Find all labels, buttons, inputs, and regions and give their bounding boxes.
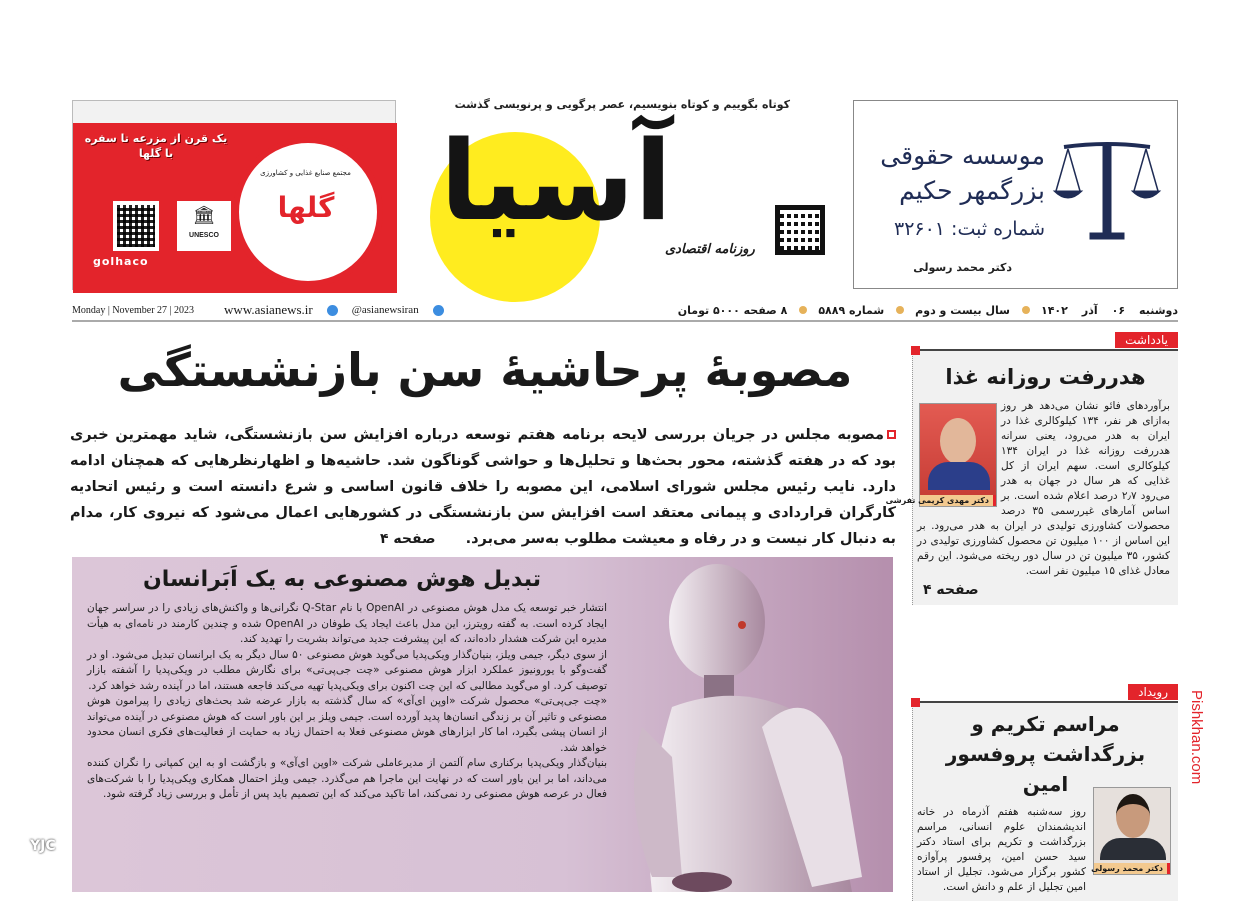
pishkhan-watermark: Pishkhan.com [1188,690,1205,785]
red-marker-icon [911,346,920,355]
main-headline: مصوبهٔ پرحاشیهٔ سن بازنشستگی [117,343,853,397]
ad-website: golhaco [93,255,149,268]
lead-paragraph [70,422,896,552]
ad-registration: شماره ثبت: ۳۲۶۰۱ [893,218,1045,240]
instagram-icon [433,305,444,316]
event-tag: رویداد [1128,684,1178,700]
qr-code-icon [113,201,159,251]
golha-advertisement [72,100,396,290]
feature-paragraph: از سوی دیگر، جیمی ویلز، بنیان‌گذار ویکی‌پدیا می‌گوید هوش مصنوعی ۵۰ سال دیگر به یک ابرانسان تبدیل می‌شود. او در گفت‌وگو با یورونیوز عملکرد ابزار هوش مصنوعی «چت جی‌پی‌تی» برای نگارش مطلب در ویکی‌پدیا را آشفته بازار توصیف کرد. او می‌گوید مطالبی که این چت اکنون برای ویکی‌پدیا تهیه می‌کند فاجعه هستند، اما در آینده رشد خواهد کرد. [87,648,607,692]
note-title: هدررفت روزانه غذا [945,365,1146,389]
square-bullet-icon [887,430,896,439]
feature-title: تبدیل هوش مصنوعی به یک اَبَرانسان [142,567,541,592]
event-body: روز سه‌شنبه هفتم آذرماه در خانه اندیشمندان علوم انسانی، مراسم بزرگداشت و تکریم برای استاد دکتر سید حسن امین، پرفسور پرآوازه کشور برگزار می‌شود. تجلیل از استاد امین تجلیل از علم و دانش است. [917,806,1086,893]
bullet-icon [799,306,807,314]
lead-text: مصوبه مجلس در جریان بررسی لایحه برنامه هفتم توسعه درباره افزایش سن بازنشستگی، شاید مهمترین خبری بود که در هفته گذشته، محور بحث‌ها و تحلیل‌ها و حواشی گوناگون شد. حاشیه‌ها و اظهارنظرهایی که همچنان ادامه دارد. نایب رئیس مجلس شورای اسلامی، این مصوبه را خلاف قانون اساسی و شرع دانسته است و رئیس اتحادیه کارگران قراردادی و پیمانی معتقد است افزایش سن بازنشستگی در کشورهایی اعمال می‌شود که نیروی کار، مدام به دنبال کار نیست و در رفاه و معیشت مطلوب به‌سر می‌برد. [70,427,896,547]
ad-slogan: یک قرن از مزرعه تا سفره با گلها [84,132,228,160]
bullet-icon [896,306,904,314]
website-link[interactable]: www.asianews.ir [224,302,313,317]
author-caption: دکتر مهدی کریمی تفرشی [920,495,996,506]
red-marker-icon [911,698,920,707]
issue-info-strip [72,300,1178,322]
note-tag: یادداشت [1115,332,1178,348]
pages-price: ۸ صفحه ۵۰۰۰ تومان [677,303,788,317]
month: آذر [1081,303,1098,317]
feature-paragraph: بنیان‌گذار ویکی‌پدیا برکناری سام آلتمن از مدیرعاملی شرکت «اوپن ای‌آی» و بازگشت او به این کمپانی را نگران کننده می‌داند، اما بر این باور است که در نهایت این ماجرا هم می‌گذرد. جیمی ویلز احتمال همکاری ویکی‌پدیا را با شرکت‌های فعال در عرصه هوش مصنوعی رد نمی‌کند، اما تاکید می‌کند که این تصمیم باید پس از تأمل و بررسی زیاد گرفته شود. [87,757,607,800]
person-photo [1093,787,1171,875]
volume: سال بیست و دوم [915,303,1010,317]
note-page-reference: صفحه ۴ [923,582,979,598]
unesco-label: UNESCO [189,232,219,239]
feature-paragraph: انتشار خبر توسعه یک مدل هوش مصنوعی در OpenAI با نام Q-Star نگرانی‌ها و واکنش‌های زیادی را در سراسر جهان ایجاد کرده است. به گفته رویترز، این مدل باعث ایجاد یک طوفان در OpenAI شده و چندین کارمند در نامه‌ای به هیأت مدیره این شرکت هشدار داده‌اند، که این پیشرفت جدید می‌تواند بشریت را تهدید کند. [87,602,607,645]
feature-body [87,601,607,803]
author-photo [885,403,997,507]
event-title: مراسم تکریم و بزرگداشت پروفسور امین [945,712,1146,796]
ad-line-2: بزرگمهر حکیم [899,176,1045,205]
bullet-icon [1022,306,1030,314]
year: ۱۴۰۲ [1041,303,1068,317]
law-firm-advertisement [853,100,1178,289]
day: ۰۶ [1111,303,1126,317]
weekday: دوشنبه [1139,303,1178,317]
qr-code-icon [775,205,825,255]
masthead-tagline: کوتاه بگوییم و کوتاه بنویسیم، عصر پرگویی و پرنویسی گذشت [454,98,790,111]
telegram-icon [327,305,338,316]
person-caption: دکتر محمد رسولی [1094,863,1170,874]
note-text: برآوردهای فائو نشان می‌دهد هر روز به‌ازای هر نفر، ۱۳۴ کیلوکالری غذا در ایران به هدر می‌رود، یعنی سرانه هدررفت روزانه غذا در ایران ۱۳۴ کیلوکالری است. سهم ایران از کل غذایی که هر سال در جهان به هدر می‌رود ۲٫۷ درصد اعلام شده است. بر اساس آمارهای غیررسمی ۳۵ درصد محصولات کشاورزی تولیدی در ایران به هدر می‌رود. بر این اساس از ۱۰۰ میلیون تن محصول کشاورزی تولیدی در کشور، ۳۵ میلیون تن در سال دور ریخته می‌شود. این رقم معادل غذای ۱۵ میلیون نفر است. [917,400,1171,577]
issue-number: شماره ۵۸۸۹ [818,303,885,317]
thinking-robot-image [612,557,893,892]
feature-paragraph: «چت جی‌پی‌تی» محصول شرکت «اوپن ای‌آی» که سال گذشته به بازار عرضه شد بحث‌های زیادی را پیرامون هوش مصنوعی و تاثیر آن بر زندگی انسان‌ها پدید آورده است. جیمی ویلز بر این باور است که هوش مصنوعی در آینده می‌تواند از انسان پیشی بگیرد، اما کار ابزارهای هوش مصنوعی فعلا به احتمال زیاد به حمایت از فعالیت‌های فکری انسان محدود خواهد شد. [87,695,607,754]
scales-of-justice-icon [1054,139,1160,245]
ad-signature: دکتر محمد رسولی [913,261,1012,274]
gregorian-date: Monday | November 27 | 2023 [72,304,195,316]
ad-brand-logo: گلها [277,191,335,224]
ad-line-1: موسسه حقوقی [880,141,1045,170]
lead-page-reference: صفحه ۴ [379,531,436,547]
yjc-watermark: YJC [30,838,56,854]
ad-subtitle: مجتمع صنایع غذایی و کشاورزی [260,169,351,177]
unesco-logo [177,201,231,251]
newspaper-name: آسیا [440,117,673,245]
note-page-reference-row [913,579,1178,599]
ai-feature-article [72,557,893,892]
masthead [430,92,830,297]
newspaper-kind: روزنامه اقتصادی [665,242,755,257]
instagram-handle[interactable]: @asianewsiran [351,304,419,316]
unesco-temple-icon: 🏛 [192,205,216,226]
